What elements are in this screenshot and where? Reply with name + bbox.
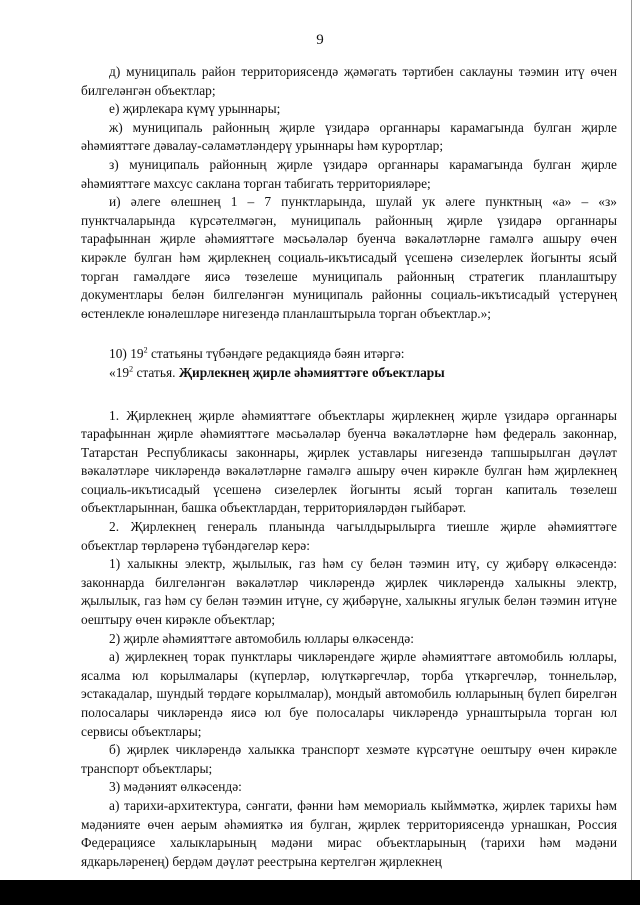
document-body (81, 63, 617, 871)
article-subitem-2b: б) җирлек чикләрендә халыкка транспорт хезмәте күрсәтүне оештыру өчен кирәкле транспорт объектлары; (81, 742, 617, 776)
article-subitem-3a: а) тарихи-архитектура, сәнгати, фәнни һәм мемориаль кыйммәткә, җирлек тарихы һәм мәдәнияте өчен аерым әһәмияткә ия булган, җирлек территориясендә урнашкан, Россия Федерациясе халыкларының мәдәни мирас объектларының (тарихи һәм мәдәни ядкарьләренең) бердәм дәүләт реестрына кертелгән җирлекнең (81, 797, 617, 869)
article-title-bold: Җирлекнең җирле әһәмияттәге объектлары (178, 364, 445, 380)
scan-bottom-border (0, 880, 640, 905)
paragraph-item-d: д) муниципаль район территориясендә җәмәгать тәртибен саклауны тәэмин итү өчен билгеләнгән объектлар; (81, 64, 617, 98)
amendment-intro (81, 345, 617, 364)
page-number: 9 (316, 32, 324, 48)
article-title-word: статья. (133, 364, 179, 380)
article-title-sup: 2 (129, 364, 134, 374)
article-subitem-2: 2) җирле әһәмияттәге автомобиль юллары өлкәсендә: (109, 630, 414, 646)
amendment-intro-pre: 10) 19 (109, 346, 144, 362)
paragraph-item-z: з) муниципаль районның җирле үзидарә органнары карамагында булган җирле әһәмияттәге махсус саклана торган табигать территорияләре; (81, 156, 617, 191)
article-title-quote: «19 (109, 364, 130, 380)
paragraph-item-e: е) җирлекара күмү урыннары; (109, 101, 281, 117)
article-paragraph-2: 2. Җирлекнең генераль планында чагылдырылырга тиешле җирле әһәмияттәге объектлар төрләренә түбәндәгеләр керә: (81, 519, 617, 553)
paragraph-item-zh: ж) муниципаль районның җирле үзидарә органнары карамагында булган җирле әһәмияттәге дәвалау-сәламәтләндерү урыннары һәм курортлар; (81, 119, 617, 154)
amendment-intro-post: статьяны түбәндәге редакциядә бәян итәргә: (147, 346, 405, 362)
amendment-intro-sup: 2 (143, 345, 148, 355)
article-title (81, 364, 617, 383)
article-paragraph-1: 1. Җирлекнең җирле әһәмияттәге объектлары җирлекнең җирле үзидарә органнары тарафыннан җирле әһәмияттәге мәсьәләләр буенча вәкаләтләрне һәм федераль законнар, Татарстан Республикасы законнары, җирлек уставлары нигезендә тапшырылган дәүләт вәкаләтләре чикләрендә вәкаләтләрне гамәлгә ашыру өчен кирәкле булган һәм җирлекнең социаль-икътисадый үсешенә сизелерлек йогынты ясый торган капиталь төзелеш объектларыннан, башка объектлардан, территорияләрдән гыйбарәт. (81, 407, 617, 516)
article-subitem-3: 3) мәдәният өлкәсендә: (109, 779, 242, 795)
page-edge-line (631, 0, 632, 880)
paragraph-item-i: и) әлеге өлешнең 1 – 7 пунктларында, шулай ук әлеге пунктның «а» – «з» пунктчаларында күрсәтелмәгән, муниципаль районның җирле үзидарә органнары тарафыннан җирле әһәмияттәге мәсьәләләр буенча вәкаләтләрне гамәлгә ашыру өчен кирәкле булган һәм җирлекнең социаль-икътисадый үсешенә сизелерлек йогынты ясый торган гамәлдәге яисә төзелеше муниципаль районның стратегик планлаштыру документлары белән билгеләнгән муниципаль районны социаль-икътисадый үстерүнең өстенлекле юнәлешләре нигезендә планлаштырыла торган объектлар.»; (81, 194, 617, 321)
article-subitem-2a: а) җирлекнең торак пунктлары чикләрендәге җирле әһәмияттәге автомобиль юллары, ясалма юл корылмалары (күперләр, юлүткәргечләр, торба үткәргечләр, тоннельләр, эстакадалар, шундый төрдәге корылмалар), мондый автомобиль юлларының бүлеп бирелгән полосалары чикләрендә яисә юл буе полосалары чикләрендә урнаштырыла торган юл сервисы объектлары; (81, 649, 617, 739)
article-subitem-1: 1) халыкны электр, җылылык, газ һәм су белән тәэмин итү, су җибәрү өлкәсендә: законнарда билгеләнгән вәкаләтләр чикләрендә җирлек чикләрендә халыкны электр, җылылык, газ һәм су белән тәэмин итүне, су җибәрүне, халыкны ягулык белән тәэмин итүне оештыру өчен кирәкле объектлар; (81, 556, 617, 628)
